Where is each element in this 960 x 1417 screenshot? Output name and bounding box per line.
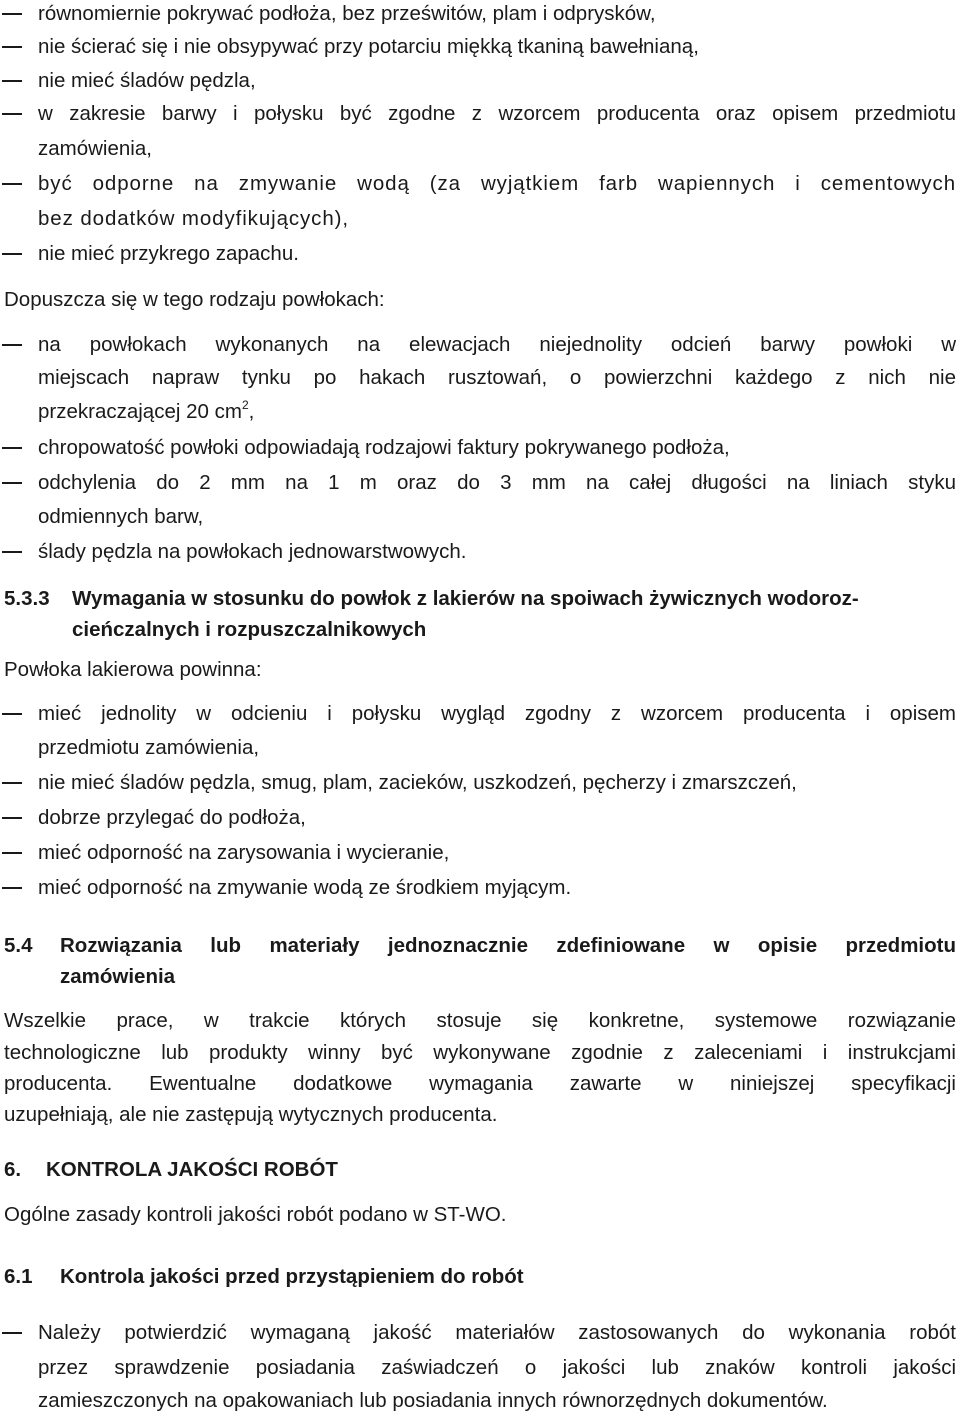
dash-icon <box>2 852 22 854</box>
dash-icon <box>2 551 22 553</box>
dash-icon <box>2 13 22 15</box>
dash-icon <box>2 782 22 784</box>
dash-icon <box>2 183 22 185</box>
dash-icon <box>2 46 22 48</box>
dash-icon <box>2 447 22 449</box>
dash-icon <box>2 887 22 889</box>
dash-icon <box>2 113 22 115</box>
dash-icon <box>2 344 22 346</box>
dash-icon <box>2 253 22 255</box>
dash-icon <box>2 1332 22 1334</box>
dash-icon <box>2 80 22 82</box>
dash-icon <box>2 713 22 715</box>
dash-icon <box>2 817 22 819</box>
dash-icon <box>2 482 22 484</box>
superscript: 2 <box>241 398 249 412</box>
